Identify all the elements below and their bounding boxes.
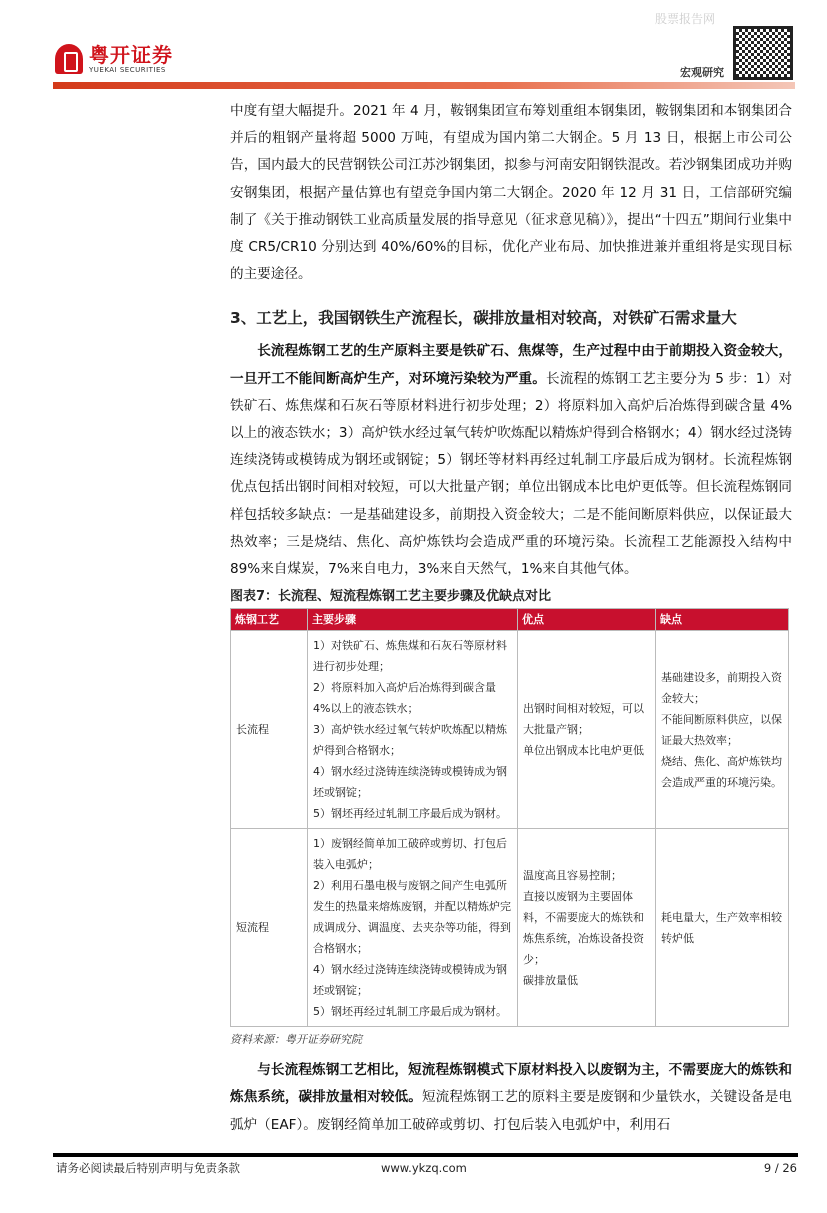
cons-line: 基础建设多，前期投入资金较大；: [661, 670, 782, 705]
pros-line: 出钢时间相对较短，可以大批量产钢；: [523, 702, 644, 737]
steps-line: 1）废钢经简单加工破碎或剪切、打包后装入电弧炉；: [313, 837, 507, 872]
col-header: 炼钢工艺: [231, 609, 308, 631]
pros-line: 温度高且容易控制；: [523, 868, 622, 882]
steps-line: 2）将原料加入高炉后冶炼得到碳含量 4%以上的液态铁水；: [313, 681, 496, 716]
footer-disclaimer: 请务必阅读最后特别声明与免责条款: [56, 1160, 240, 1175]
paragraph-2-bold: 长流程炼钢工艺的生产原料主要是铁矿石、焦煤等，生产过程中由于前期投入资金较大，一旦开工不能间断高炉生产，对环境污染较为严重。: [230, 343, 792, 387]
col-header: 主要步骤: [308, 609, 518, 631]
logo-icon: [55, 44, 83, 74]
process-line: 长流程: [236, 723, 269, 737]
process-line: 短流程: [236, 921, 269, 935]
source-note: 资料来源：粤开证券研究院: [230, 1033, 362, 1047]
paragraph-3-text: 短流程炼钢工艺的原料主要是废钢和少量铁水，关键设备是电弧炉（EAF）。废钢经简单加工破碎或剪切、打包后装入电弧炉中，利用石: [230, 1089, 793, 1133]
table-caption: 图表7：长流程、短流程炼钢工艺主要步骤及优缺点对比: [230, 589, 552, 605]
cell-process: [231, 829, 308, 1027]
pros-line: 碳排放量低: [523, 973, 578, 987]
pros-line: 直接以废钢为主要固体料，不需要庞大的炼铁和炼焦系统，冶炼设备投资少；: [523, 889, 644, 966]
cons-line: 不能间断原料供应，以保证最大热效率；: [661, 712, 782, 747]
page-number: 9 / 26: [763, 1160, 797, 1175]
col-header: 优点: [518, 609, 656, 631]
paragraph-3: [230, 1057, 792, 1139]
qr-code-icon: [733, 26, 793, 80]
steps-line: 5）钢坯再经过轧制工序最后成为钢材。: [313, 1005, 507, 1019]
paragraph-2: [230, 338, 792, 583]
cell-cons: [656, 631, 789, 829]
logo-en: YUEKAI SECURITIES: [89, 66, 166, 74]
steps-line: 2）利用石墨电极与废钢之间产生电弧所发生的热量来熔炼废钢，并配以精炼炉完成调成分、调温度、去夹杂等功能，得到合格钢水；: [313, 879, 511, 956]
steps-line: 1）对铁矿石、炼焦煤和石灰石等原材料进行初步处理；: [313, 639, 507, 674]
section-label: 宏观研究: [680, 66, 724, 79]
table-row: [231, 829, 789, 1027]
header-bar: [53, 82, 795, 89]
cons-line: 耗电量大，生产效率相较转炉低: [661, 910, 782, 945]
footer-line: [53, 1153, 798, 1157]
steps-line: 4）钢水经过浇铸连续浇铸或模铸成为钢坯或钢锭；: [313, 963, 507, 998]
watermark: 股票报告网: [655, 12, 716, 26]
company-logo: [55, 44, 173, 74]
paragraph-1: 中度有望大幅提升。2021 年 4 月，鞍钢集团宣布筹划重组本钢集团，鞍钢集团和本钢集团合并后的粗钢产量将超 5000 万吨，有望成为国内第二大钢企。5 月 13 日，根据上市公司公告，国内最大的民营钢铁公司江苏沙钢集团，拟参与河南安阳钢铁混改。若沙钢集团成功并购安钢集团，根据产量估算也有望竞争国内第二大钢企。2020 年 12 月 31 日，工信部研究编制了《关于推动钢铁工业高质量发展的指导意见（征求意见稿）》，提出“十四五”期间行业集中度 CR5/CR10 分别达到 40%/60%的目标，优化产业布局、加快推进兼并重组将是实现目标的主要途径。: [230, 103, 792, 283]
report-body: [230, 98, 792, 1139]
table-row: [231, 631, 789, 829]
paragraph-3-bold: 与长流程炼钢工艺相比，短流程炼钢模式下原材料投入以废钢为主，不需要庞大的炼铁和炼焦系统，碳排放量相对较低。: [230, 1062, 792, 1106]
cell-steps: [308, 631, 518, 829]
paragraph-2-text: 长流程的炼钢工艺主要分为 5 步：1）对铁矿石、炼焦煤和石灰石等原材料进行初步处理；2）将原料加入高炉后冶炼得到碳含量 4%以上的液态铁水；3）高炉铁水经过氧气转炉吹炼配以精炼炉得到合格钢水；4）钢水经过浇铸连续浇铸或模铸成为钢坯或钢锭；5）钢坯等材料再经过轧制工序最后成为钢材。长流程炼钢优点包括出钢时间相对较短，可以大批量产钢；单位出钢成本比电炉更低等。但长流程炼钢同样包括较多缺点：一是基础建设多，前期投入资金较大；二是不能间断原料供应，以保证最大热效率；三是烧结、焦化、高炉炼铁均会造成严重的环境污染。长流程工艺能源投入结构中 89%来自煤炭，7%来自电力，3%来自天然气，1%来自其他气体。: [230, 370, 792, 578]
section-heading: 3、工艺上，我国钢铁生产流程长，碳排放量相对较高，对铁矿石需求量大: [230, 309, 737, 328]
cons-line: 烧结、焦化、高炉炼铁均会造成严重的环境污染。: [661, 754, 782, 789]
cell-pros: [518, 631, 656, 829]
page-footer: [0, 1153, 827, 1213]
cell-pros: [518, 829, 656, 1027]
steps-line: 5）钢坯再经过轧制工序最后成为钢材。: [313, 807, 507, 821]
logo-cn: 粤开证券: [89, 43, 173, 67]
footer-url[interactable]: www.ykzq.com: [381, 1160, 467, 1175]
comparison-table: [230, 608, 789, 1027]
cell-cons: [656, 829, 789, 1027]
cell-process: [231, 631, 308, 829]
steps-line: 3）高炉铁水经过氧气转炉吹炼配以精炼炉得到合格钢水；: [313, 723, 507, 758]
steps-line: 4）钢水经过浇铸连续浇铸或模铸成为钢坯或钢锭；: [313, 765, 507, 800]
cell-steps: [308, 829, 518, 1027]
pros-line: 单位出钢成本比电炉更低: [523, 744, 644, 758]
col-header: 缺点: [656, 609, 789, 631]
